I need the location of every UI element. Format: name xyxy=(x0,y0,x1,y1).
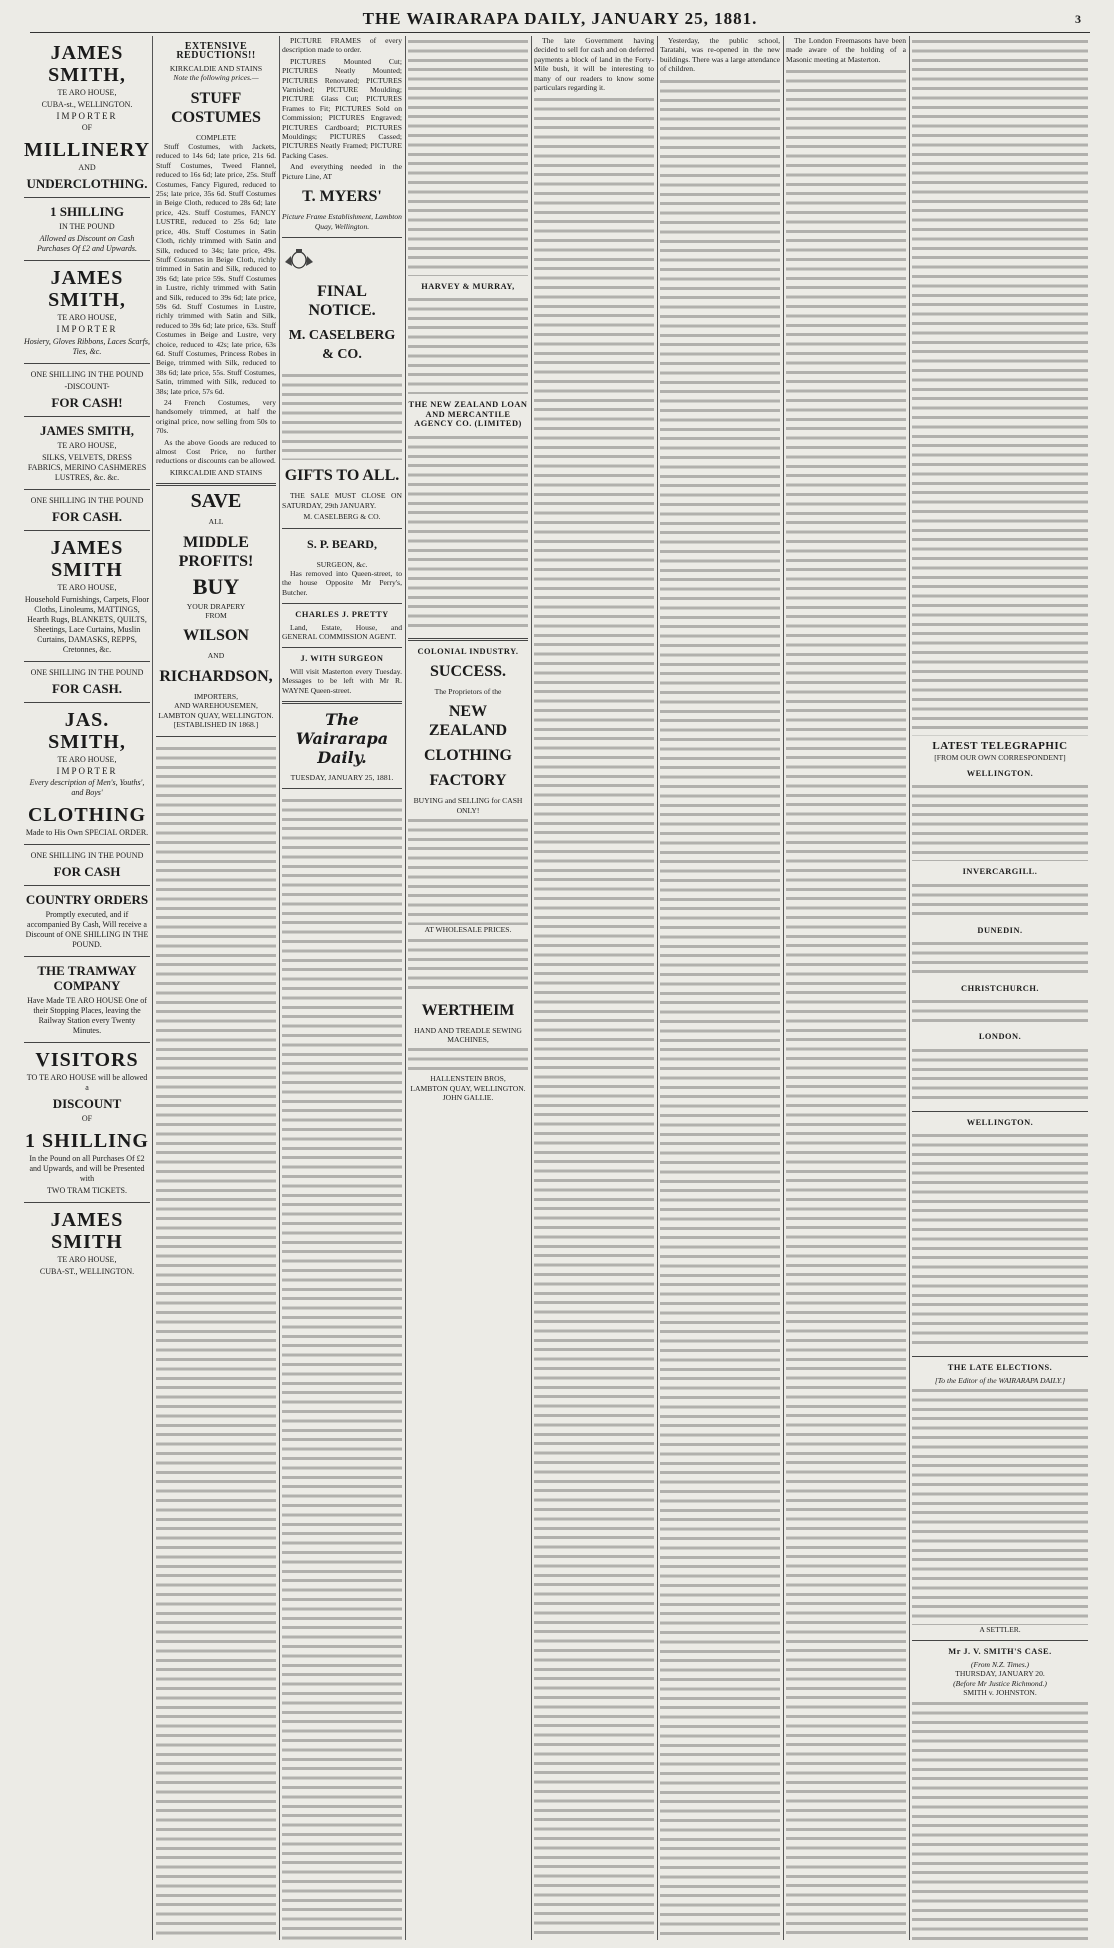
text-filler xyxy=(282,795,402,1940)
ad-cash: FOR CASH. xyxy=(51,508,123,524)
ad-middle-profits: MIDDLE PROFITS! xyxy=(178,533,254,570)
case-date: THURSDAY, JANUARY 20. xyxy=(955,1669,1045,1679)
column-7-news xyxy=(786,36,906,1940)
ad-discount: -DISCOUNT- xyxy=(64,381,110,391)
section-heading: THE LATE ELECTIONS. xyxy=(947,1363,1053,1373)
ad-importers: IMPORTERS, xyxy=(193,691,239,701)
text-filler xyxy=(408,1044,528,1074)
royal-crest-icon xyxy=(282,248,316,270)
ad-sub: Picture Frame Establishment, Lambton Quay, Wellington. xyxy=(282,212,402,231)
masthead xyxy=(30,6,1090,33)
ad-goods: Hosiery, Gloves Ribbons, Laces Scarfs, Ties, &c. xyxy=(24,336,150,356)
ad-firm: HALLENSTEIN BROS, xyxy=(430,1074,506,1084)
text-filler xyxy=(912,938,1088,978)
dateline: DUNEDIN. xyxy=(977,925,1023,935)
ad-sub: Every description of Men's, Youths', and Boys' xyxy=(29,778,145,798)
text-filler xyxy=(912,1130,1088,1350)
ad-hand: HAND AND TREADLE SEWING MACHINES, xyxy=(414,1025,522,1045)
ad-name: S. P. BEARD, xyxy=(307,536,377,551)
dateline: WELLINGTON. xyxy=(966,768,1034,778)
paper-date: TUESDAY, JANUARY 25, 1881. xyxy=(290,773,394,782)
ad-wertheim: WERTHEIM xyxy=(421,1001,515,1019)
text-filler xyxy=(408,294,528,394)
ad-nz: NEW ZEALAND xyxy=(428,703,508,740)
column-rule xyxy=(405,36,406,1940)
ad-name: HARVEY & MURRAY, xyxy=(421,282,515,291)
ad-street: CUBA-st., WELLINGTON. xyxy=(41,100,133,109)
ad-title: EXTENSIVE REDUCTIONS!! xyxy=(176,41,256,62)
ad-tramway: THE TRAMWAY COMPANY xyxy=(37,963,137,994)
ad-note: Allowed as Discount on Cash Purchases Of £2 and Upwards. xyxy=(36,234,138,254)
ad-address: TE ARO HOUSE, xyxy=(57,313,117,323)
ad-your: YOUR DRAPERY xyxy=(186,601,246,611)
ad-firm: KIRKCALDIE AND STAINS xyxy=(169,63,263,73)
article-body: Yesterday, the public school, Taratahi, was re-opened in the new buildings. There was a large attendance of children. xyxy=(660,36,780,74)
ad-sale: THE SALE MUST CLOSE ON SATURDAY, 29th JANUARY. xyxy=(282,491,402,510)
ad-clothing: CLOTHING xyxy=(423,747,512,765)
column-3-ads xyxy=(282,36,402,1940)
ad-save: SAVE xyxy=(190,490,242,513)
ad-of: OF xyxy=(81,1114,93,1124)
ad-discount-line: ONE SHILLING IN THE POUND xyxy=(30,495,144,505)
letter-to: [To the Editor of the WAIRARAPA DAILY.] xyxy=(934,1375,1066,1385)
text-filler xyxy=(408,815,528,925)
dateline: LONDON. xyxy=(978,1032,1022,1042)
ad-warehousemen: AND WAREHOUSEMEN, xyxy=(174,701,258,711)
column-rule xyxy=(783,36,784,1940)
text-filler xyxy=(408,36,528,276)
article-body: The London Freemasons have been made aware of the holding of a Masonic meeting at Masterton. xyxy=(786,36,906,64)
ad-title: PICTURE FRAMES of every description made to order. xyxy=(282,36,402,55)
ad-complete: COMPLETE xyxy=(195,132,237,142)
ad-wholesale: AT WHOLESALE PRICES. xyxy=(424,925,512,935)
ad-made: Made to His Own SPECIAL ORDER. xyxy=(25,828,149,838)
ad-country-orders: COUNTRY ORDERS xyxy=(25,892,149,908)
ad-footer: As the above Goods are reduced to almost Cost Price, no further reductions or discounts can be allowed. xyxy=(156,437,276,466)
ad-name: JAS. SMITH, xyxy=(48,708,126,753)
text-filler xyxy=(534,94,654,1940)
ad-name: T. MYERS' xyxy=(302,188,382,206)
text-filler xyxy=(408,432,528,632)
ad-importer: IMPORTER xyxy=(56,324,118,335)
ad-and: AND xyxy=(78,163,96,173)
column-8-news xyxy=(912,36,1088,1940)
text-filler xyxy=(786,66,906,1940)
ad-goods: UNDERCLOTHING. xyxy=(26,176,148,192)
ad-wilson: WILSON xyxy=(183,627,249,645)
column-1-ads xyxy=(24,36,150,1940)
ad-tickets: TWO TRAM TICKETS. xyxy=(47,1186,127,1196)
ad-buying: BUYING and SELLING for CASH ONLY! xyxy=(413,796,523,815)
ad-discount-line: ONE SHILLING IN THE POUND xyxy=(30,851,144,861)
ad-in-pound: IN THE POUND xyxy=(59,222,115,232)
ad-visitors: VISITORS xyxy=(35,1049,139,1072)
section-heading: LATEST TELEGRAPHIC xyxy=(932,740,1068,752)
ad-name: JAMES SMITH xyxy=(50,536,124,581)
ad-sign: JOHN GALLIE. xyxy=(442,1093,494,1103)
ad-buy: BUY xyxy=(192,573,240,599)
ad-footer: And everything needed in the Picture Line, AT xyxy=(282,162,402,181)
column-rule xyxy=(531,36,532,1940)
ad-street: CUBA-ST., WELLINGTON. xyxy=(39,1267,135,1277)
column-6-news xyxy=(660,36,780,1940)
ad-name: JAMES SMITH xyxy=(50,1209,124,1254)
ad-all: ALL xyxy=(208,517,224,527)
ad-body: Has removed into Queen-street, to the house Opposite Mr Perry's, Butcher. xyxy=(282,568,402,597)
column-rule xyxy=(279,36,280,1940)
section-sub: [FROM OUR OWN CORRESPONDENT] xyxy=(934,753,1066,763)
ad-heading: STUFF COSTUMES xyxy=(171,89,261,126)
masthead-title: THE WAIRARAPA DAILY, JANUARY 25, 1881. xyxy=(362,9,758,28)
ad-gifts: GIFTS TO ALL. xyxy=(284,467,400,485)
column-rule xyxy=(152,36,153,1940)
column-5-news xyxy=(534,36,654,1940)
text-filler xyxy=(912,781,1088,861)
dateline: WELLINGTON. xyxy=(966,1117,1034,1127)
ad-address: TE ARO HOUSE, xyxy=(57,754,117,764)
ad-address: TE ARO HOUSE, xyxy=(57,582,117,592)
ad-prop: The Proprietors of the xyxy=(434,687,502,697)
ad-sign: M. CASELBERG & CO. xyxy=(303,512,381,522)
text-filler xyxy=(660,76,780,1940)
ad-body: Will visit Masterton every Tuesday. Messages to be left with Mr R. WAYNE Queen-street. xyxy=(282,666,402,695)
ad-goods: MILLINERY xyxy=(24,139,150,162)
ad-cash: FOR CASH xyxy=(53,864,121,880)
column-rule xyxy=(909,36,910,1940)
ad-name: J. WITH SURGEON xyxy=(300,654,384,664)
ad-discount-line: ONE SHILLING IN THE POUND xyxy=(30,369,144,379)
ad-body: TO TE ARO HOUSE will be allowed a xyxy=(26,1073,148,1093)
ad-body: Stuff Costumes, with Jackets, reduced to 14s 6d; late price, 21s 6d. Stuff Costumes, Tweed Flannel, reduced to 16s 6d; late price, 25s. Stuff Costumes, Fancy Figured, reduced to 25s; late price, 35s 6d. Stuff Costumes in Beige Cloth, reduced to 28s 6d; late price, 42s. Stuff Costumes, FANCY LUSTRE, reduced to 25s 6d; late price, 40s. Stuff Costumes in Satin Cloth, richly trimmed with Satin and Silk, reduced to 34s; late price, 49s. Stuff Costumes in Beige Cloth, richly trimmed in Satin and Silk, reduced to 39s 6d; late price 59s. Stuff Costumes in Lustre, richly trimmed with Satin and Silk, reduced to 39s 6d; late price, 59s 6d. Stuff Costumes in Lustre, richly trimmed with Satin and Silk, reduced to 39s 6d; late price, 63s. Stuff Costumes in Beige and Lustre, very choice, reduced to 42s; late price, 63s 6d. Stuff Costumes, Princess Robes in Beige, trimmed with Silk, reduced to 38s 6d; late price, 55s. Stuff Costumes, Satin, trimmed with Silk, reduced to 38s; late price, 57s 6d. xyxy=(156,142,276,396)
text-filler xyxy=(156,743,276,1941)
ad-address: TE ARO HOUSE, xyxy=(57,1255,117,1265)
ad-established: [ESTABLISHED IN 1868.] xyxy=(173,720,259,730)
section-heading: Mr J. V. SMITH'S CASE. xyxy=(948,1647,1052,1657)
case-source: (From N.Z. Times.) xyxy=(970,1659,1030,1669)
ad-title: SURGEON, &c. xyxy=(316,559,368,569)
text-filler xyxy=(912,36,1088,736)
ad-amount: 1 SHILLING xyxy=(25,1130,149,1153)
ad-french: 24 French Costumes, very handsomely trimmed, at half the original price, now selling from 50s to 70s. xyxy=(156,398,276,436)
ad-amount: 1 SHILLING xyxy=(49,204,125,220)
ad-factory: FACTORY xyxy=(429,772,507,790)
ad-note: In the Pound on all Purchases Of £2 and Upwards, and will be Presented with xyxy=(29,1154,145,1184)
ad-importer: IMPORTER xyxy=(56,111,118,121)
dateline: INVERCARGILL. xyxy=(962,867,1038,877)
text-filler xyxy=(912,1385,1088,1625)
text-filler xyxy=(912,880,1088,920)
ad-name: JAMES SMITH, xyxy=(40,422,134,438)
ad-body: Have Made TE ARO HOUSE One of their Stopping Places, leaving the Railway Station every Twenty Minutes. xyxy=(27,996,147,1036)
ad-note: Note the following prices.— xyxy=(173,73,259,83)
ad-name: M. CASELBERG & CO. xyxy=(288,328,396,363)
text-filler xyxy=(912,1045,1088,1105)
ad-items: PICTURES Mounted Cut; PICTURES Neatly Mounted; PICTURES Renovated; PICTURES Varnished; PICTURE Moulding; PICTURE Glass Cut; PICTURES Frames to Fit; PICTURES Sold on Commission; PICTURES Engraved; PICTURES Cardboard; PICTURES Mouldings; PICTURES Cassed; PICTURES Neatly Framed; PICTURE Packing Cases. xyxy=(282,56,402,160)
ad-name: CHARLES J. PRETTY xyxy=(295,610,389,620)
ad-and: AND xyxy=(207,651,225,661)
letter-sign: A SETTLER. xyxy=(979,1625,1021,1635)
ad-from: FROM xyxy=(205,611,227,621)
ad-discount: DISCOUNT xyxy=(52,1096,122,1112)
ad-name: JAMES SMITH, xyxy=(48,267,126,312)
paper-title: The Wairarapa Daily. xyxy=(295,710,389,767)
ad-importer: IMPORTER xyxy=(56,765,118,776)
ad-discount-line: ONE SHILLING IN THE POUND xyxy=(30,667,144,677)
column-2-ads xyxy=(156,36,276,1940)
ad-of: OF xyxy=(81,123,93,133)
text-filler xyxy=(408,935,528,995)
ad-goods: SILKS, VELVETS, DRESS FABRICS, MERINO CASHMERES LUSTRES, &c. &c. xyxy=(27,452,147,482)
ad-cash: FOR CASH! xyxy=(51,394,123,410)
ad-body: Promptly executed, and if accompanied By Cash, Will receive a Discount of ONE SHILLING IN THE POUND. xyxy=(25,910,149,950)
ad-name: JAMES SMITH, xyxy=(48,42,126,86)
ad-clothing: CLOTHING xyxy=(27,804,147,827)
ad-goods: Household Furnishings, Carpets, Floor Cloths, Linoleums, MATTINGS, Hearth Rugs, BLANKETS, QUILTS, Sheetings, Lace Curtains, Muslin Curtains, DAMASKS, REPPS, Cretonnes, &c. xyxy=(24,594,150,654)
page-number: 3 xyxy=(1075,11,1082,26)
case-parties: SMITH v. JOHNSTON. xyxy=(963,1688,1037,1698)
ad-address: TE ARO HOUSE, xyxy=(57,440,117,450)
ad-colonial: COLONIAL INDUSTRY. xyxy=(417,646,519,656)
dateline: CHRISTCHURCH. xyxy=(961,984,1039,994)
ad-final-notice: FINAL NOTICE. xyxy=(308,283,376,320)
ad-success: SUCCESS. xyxy=(429,663,507,681)
case-before: (Before Mr Justice Richmond.) xyxy=(953,1678,1047,1688)
ad-cash: FOR CASH. xyxy=(51,680,123,696)
ad-richardson: RICHARDSON, xyxy=(159,667,273,685)
text-filler xyxy=(282,370,402,460)
ad-name: THE NEW ZEALAND LOAN AND MERCANTILE AGENCY CO. (LIMITED) xyxy=(408,400,528,429)
column-rule xyxy=(657,36,658,1940)
ad-body: Land, Estate, House, and GENERAL COMMISSION AGENT. xyxy=(282,622,402,641)
ad-sign: KIRKCALDIE AND STAINS xyxy=(169,467,263,477)
article-body: The late Government having decided to sell for cash and on deferred payments a block of land in the Forty-Mile bush, it will be interesting to many of our readers to know some particulars regarding it. xyxy=(534,36,654,93)
ad-address: TE ARO HOUSE, xyxy=(57,88,117,97)
ad-place: LAMBTON QUAY, WELLINGTON. xyxy=(158,710,274,720)
ad-place: LAMBTON QUAY, WELLINGTON. xyxy=(410,1083,526,1093)
text-filler xyxy=(912,996,1088,1026)
text-filler xyxy=(912,1698,1088,1941)
column-4-ads xyxy=(408,36,528,1940)
